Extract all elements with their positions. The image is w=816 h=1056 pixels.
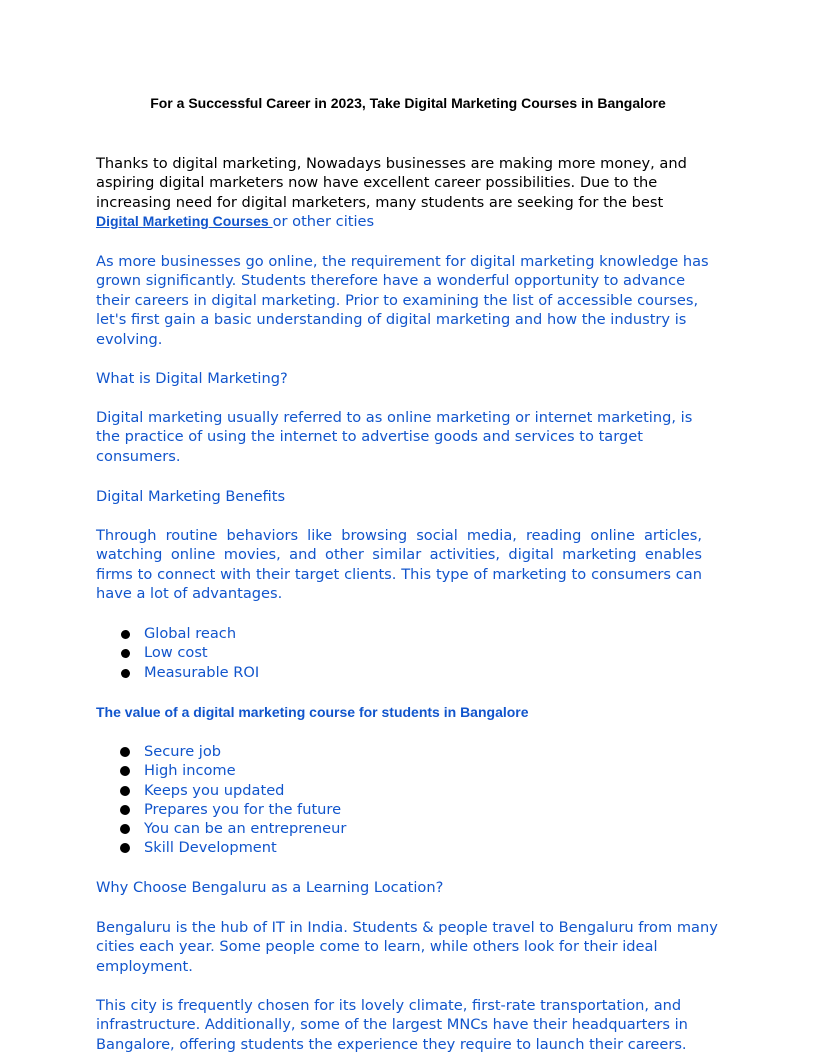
list-item: Global reach xyxy=(96,624,259,643)
bullet-icon xyxy=(120,805,130,815)
list-item: High income xyxy=(96,761,346,780)
bullet-icon xyxy=(120,766,130,776)
online-paragraph: As more businesses go online, the requirement for digital marketing knowledge has grown significantly. Students therefore have a wonderful opportunity to advance their careers in digital marketing. Prior to examining the list of accessible courses, let's first gain a basic understanding of digital marketing and how the industry is evolving. xyxy=(96,253,709,348)
benefits-paragraph: Through routine behaviors like browsing social media, reading online articles, watching online movies, and other similar activities, digital marketing enables firms to connect with their target clients. This type of marketing to consumers can have a lot of advantages. xyxy=(96,527,702,603)
bullet-icon xyxy=(121,630,130,639)
intro-tail: or other cities xyxy=(272,213,375,231)
list-item: Measurable ROI xyxy=(96,663,259,682)
bullet-icon xyxy=(121,649,130,658)
hub-paragraph: Bengaluru is the hub of IT in India. Students & people travel to Bengaluru from many cities each year. Some people come to learn, while others look for their ideal employment. xyxy=(96,919,718,975)
value-heading: The value of a digital marketing course for students in Bangalore xyxy=(96,704,529,720)
list-item: Prepares you for the future xyxy=(96,800,346,819)
list-item: Low cost xyxy=(96,643,259,662)
bullet-icon xyxy=(120,786,130,796)
benefits-list xyxy=(96,624,259,682)
intro-paragraph xyxy=(96,154,718,232)
bullet-icon xyxy=(120,843,130,853)
bullet-icon xyxy=(120,824,130,834)
bullet-icon xyxy=(121,669,130,678)
city-paragraph: This city is frequently chosen for its lovely climate, first-rate transportation, and infrastructure. Additionally, some of the largest MNCs have their headquarters in Bangalore, offering students the experience they require to launch their careers. xyxy=(96,997,688,1053)
benefits-heading: Digital Marketing Benefits xyxy=(96,488,286,505)
what-heading: What is Digital Marketing? xyxy=(96,370,288,387)
digital-marketing-courses-link[interactable]: Digital Marketing Courses xyxy=(96,213,273,230)
list-item: You can be an entrepreneur xyxy=(96,819,346,838)
why-heading: Why Choose Bengaluru as a Learning Location? xyxy=(96,879,444,896)
bullet-icon xyxy=(120,747,130,757)
page-title: For a Successful Career in 2023, Take Digital Marketing Courses in Bangalore xyxy=(150,95,666,111)
value-list xyxy=(96,742,346,858)
list-item: Keeps you updated xyxy=(96,781,346,800)
list-item: Secure job xyxy=(96,742,346,761)
intro-text: Thanks to digital marketing, Nowadays businesses are making more money, and aspiring digital marketers now have excellent career possibilities. Due to the increasing need for digital marketers, many students are seeking for the best xyxy=(96,155,687,211)
list-item: Skill Development xyxy=(96,838,346,857)
what-paragraph: Digital marketing usually referred to as online marketing or internet marketing, is the practice of using the internet to advertise goods and services to target consumers. xyxy=(96,409,693,465)
